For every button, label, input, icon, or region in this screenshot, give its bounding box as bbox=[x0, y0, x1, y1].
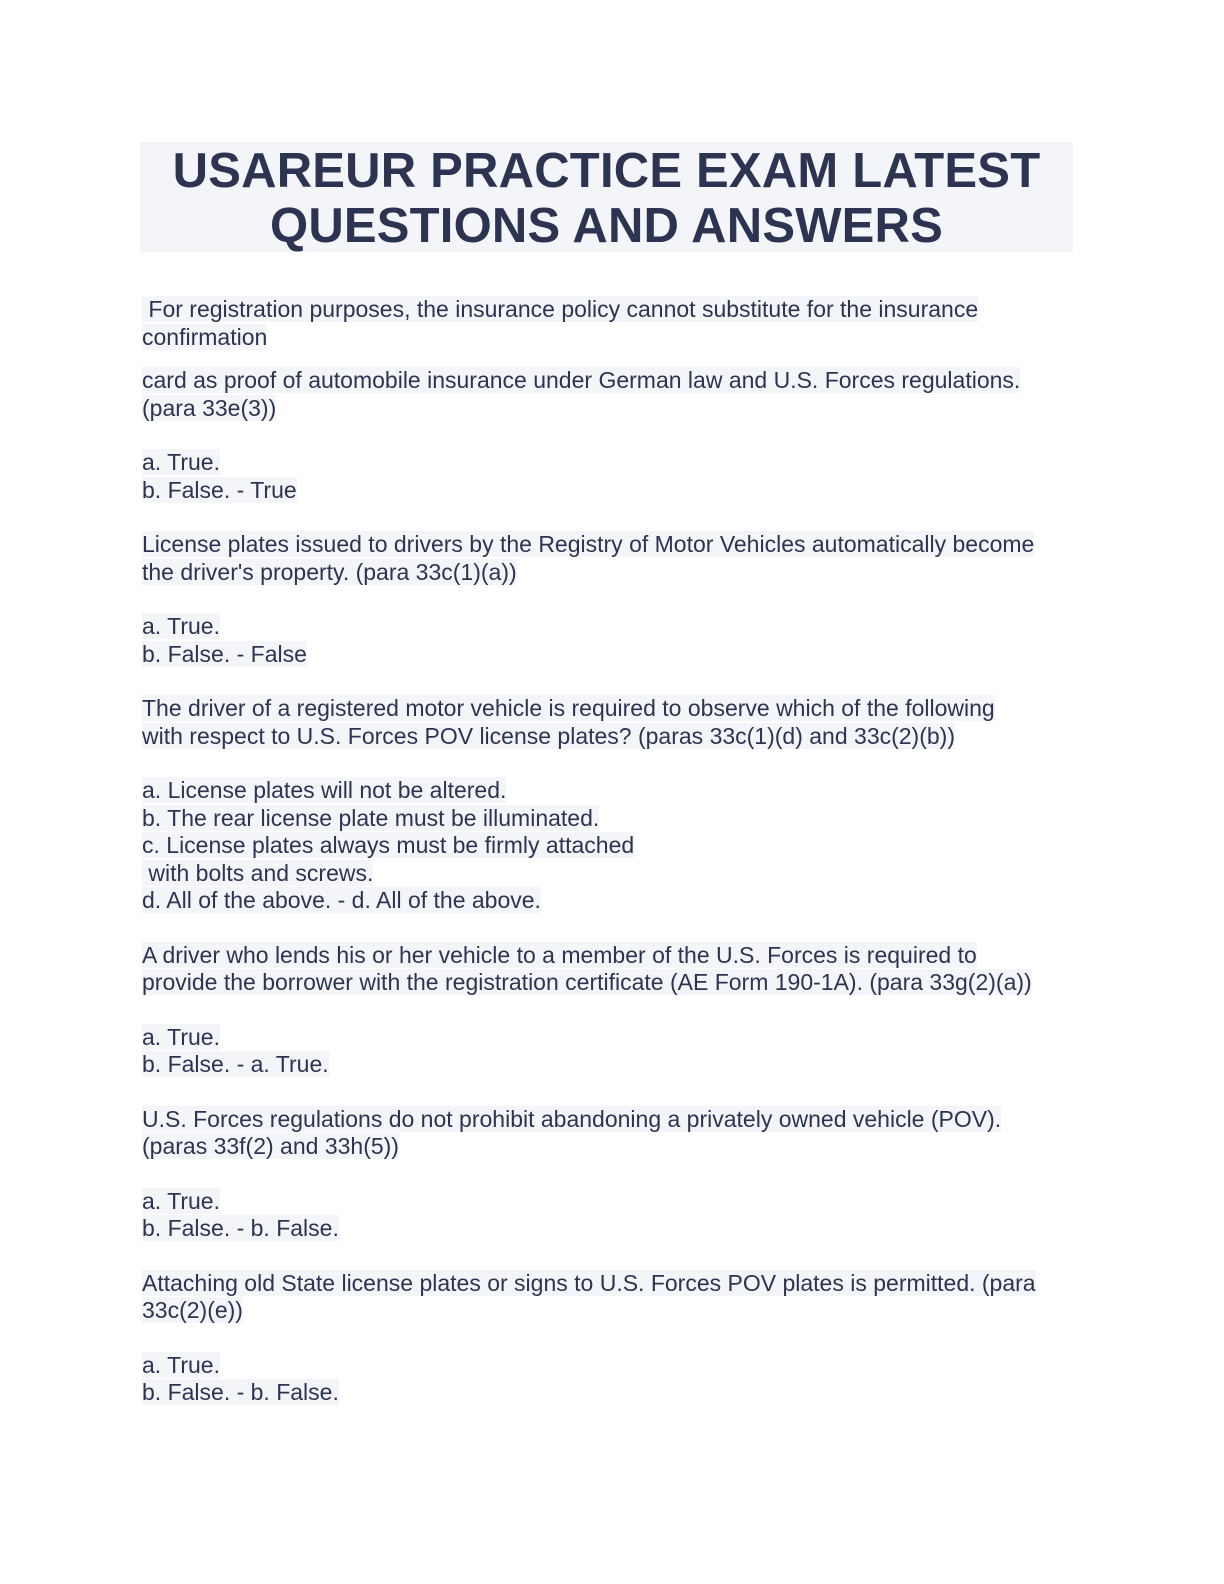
answer-text: b. False. - True bbox=[142, 476, 297, 503]
question-text: License plates issued to drivers by the Registry of Motor Vehicles automatically become bbox=[142, 531, 1035, 557]
answer-text: d. All of the above. - d. All of the above. bbox=[142, 887, 541, 913]
question-text: Attaching old State license plates or signs to U.S. Forces POV plates is permitted. (para bbox=[142, 1269, 1036, 1296]
title-line-2: QUESTIONS AND ANSWERS bbox=[270, 199, 943, 253]
option-text: a. True. bbox=[142, 1351, 220, 1378]
question-block bbox=[142, 1106, 1077, 1243]
question-text: A driver who lends his or her vehicle to a member of the U.S. Forces is required to bbox=[142, 941, 977, 968]
answer-text: b. False. - a. True. bbox=[142, 1051, 329, 1077]
question-block bbox=[142, 531, 1077, 668]
question-block bbox=[142, 296, 1077, 504]
question-text: the driver's property. (para 33c(1)(a)) bbox=[142, 558, 517, 585]
answer-text: b. False. - b. False. bbox=[142, 1379, 339, 1405]
question-block bbox=[142, 942, 1077, 1079]
question-text: U.S. Forces regulations do not prohibit abandoning a privately owned vehicle (POV). bbox=[142, 1105, 1002, 1132]
question-text: For registration purposes, the insurance policy cannot substitute for the insurance bbox=[142, 296, 979, 322]
title-line-1: USAREUR PRACTICE EXAM LATEST bbox=[172, 144, 1041, 198]
option-text: a. License plates will not be altered. bbox=[142, 777, 507, 803]
question-text: card as proof of automobile insurance under German law and U.S. Forces regulations. bbox=[142, 367, 1021, 393]
option-text: a. True. bbox=[142, 613, 220, 639]
option-text: a. True. bbox=[142, 449, 220, 475]
question-text: with respect to U.S. Forces POV license plates? (paras 33c(1)(d) and 33c(2)(b)) bbox=[142, 722, 955, 749]
questions-list bbox=[142, 296, 1077, 1407]
question-text: confirmation bbox=[142, 323, 268, 350]
option-text: with bolts and screws. bbox=[142, 859, 374, 886]
question-block bbox=[142, 695, 1077, 915]
option-text: a. True. bbox=[142, 1023, 220, 1050]
question-text: provide the borrower with the registration certificate (AE Form 190-1A). (para 33g(2)(a)) bbox=[142, 969, 1032, 995]
answer-text: b. False. - b. False. bbox=[142, 1215, 339, 1241]
option-text: c. License plates always must be firmly attached bbox=[142, 832, 635, 858]
question-text: (paras 33f(2) and 33h(5)) bbox=[142, 1133, 399, 1159]
answer-text: b. False. - False bbox=[142, 640, 307, 667]
question-text: 33c(2)(e)) bbox=[142, 1297, 243, 1323]
option-text: b. The rear license plate must be illuminated. bbox=[142, 804, 600, 831]
question-block bbox=[142, 1270, 1077, 1407]
option-text: a. True. bbox=[142, 1187, 220, 1214]
document-title bbox=[140, 142, 1073, 252]
question-text: The driver of a registered motor vehicle is required to observe which of the following bbox=[142, 695, 995, 721]
question-text: (para 33e(3)) bbox=[142, 394, 277, 421]
